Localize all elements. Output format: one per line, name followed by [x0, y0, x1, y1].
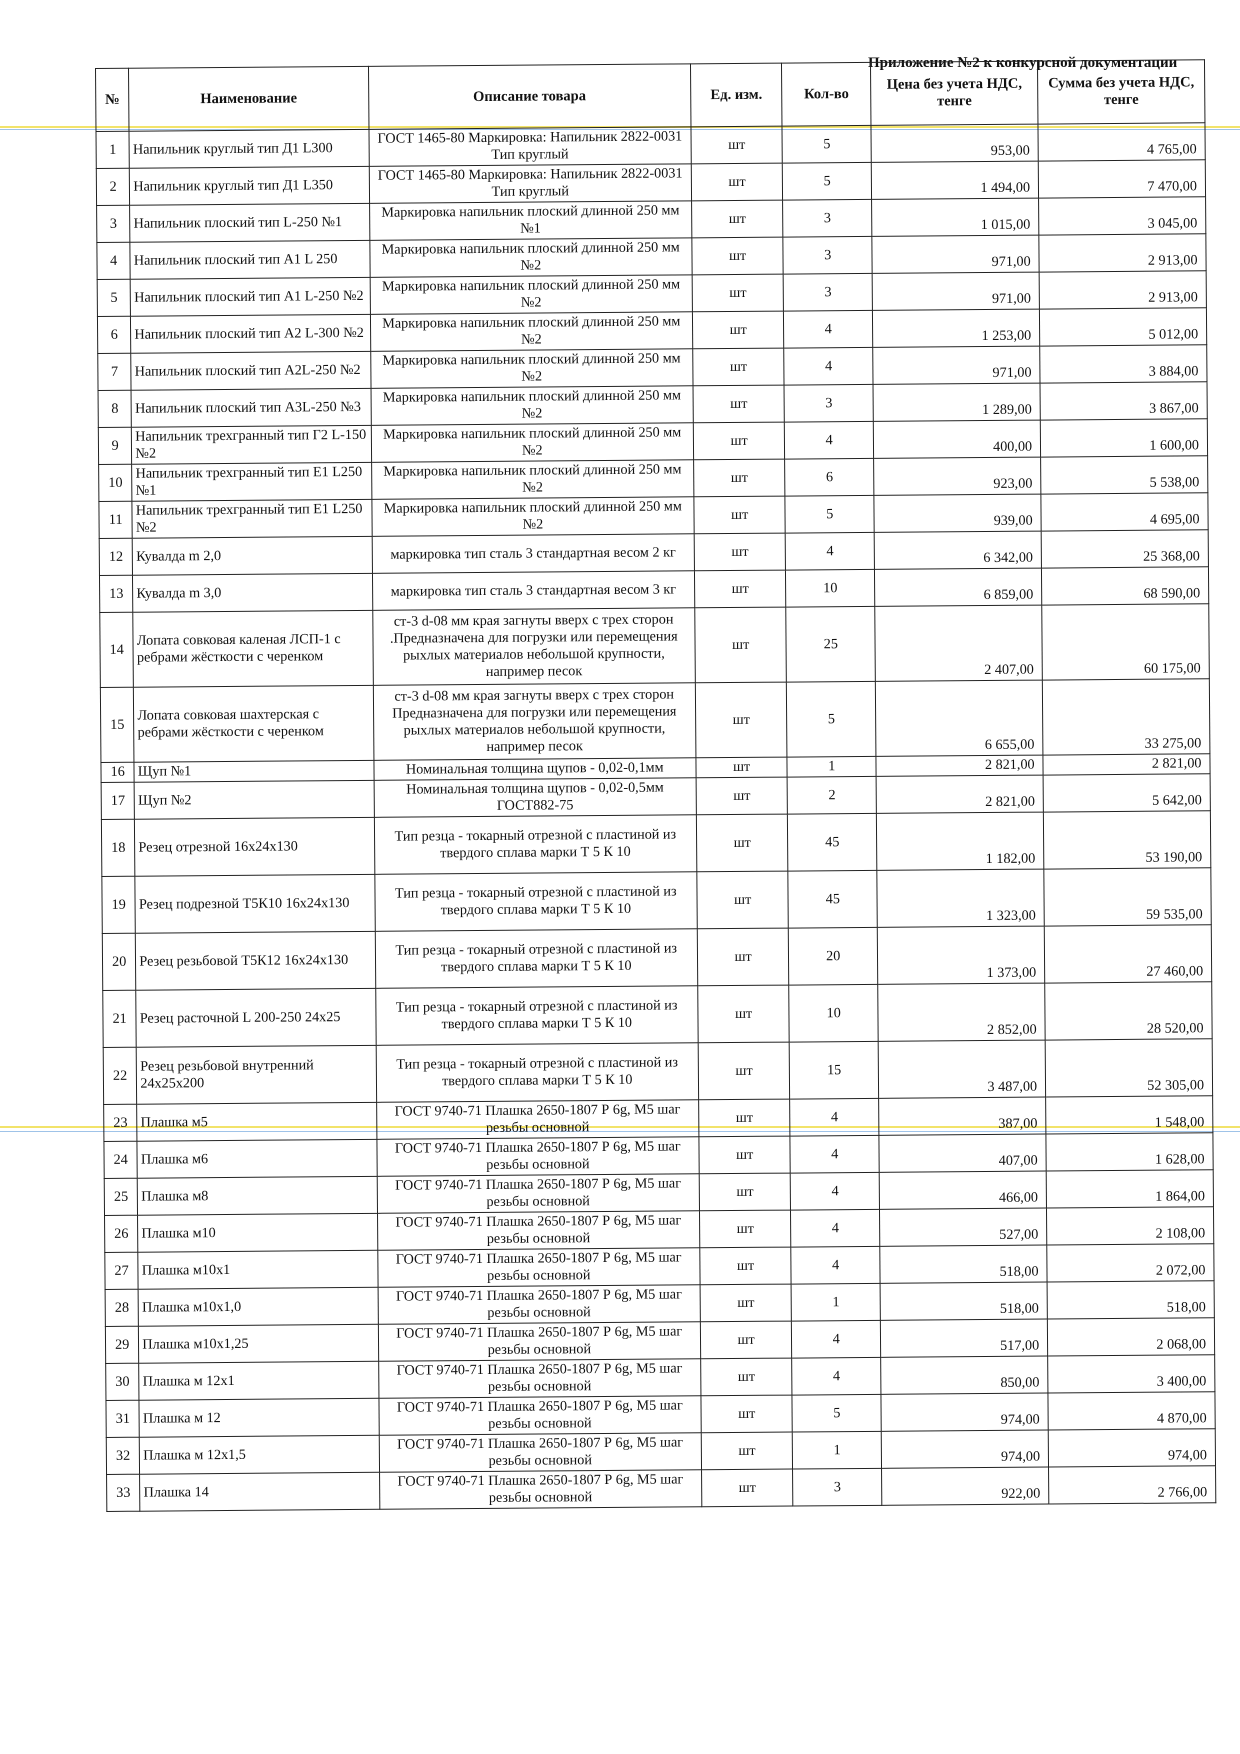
cell-desc: ГОСТ 9740-71 Плашка 2650-1807 Р 6g, М5 шаг резьбы основной [378, 1359, 701, 1399]
cell-unit: шт [694, 496, 785, 534]
cell-qty: 5 [792, 1394, 881, 1432]
cell-desc: ГОСТ 9740-71 Плашка 2650-1807 Р 6g, М5 шаг резьбы основной [377, 1248, 700, 1288]
cell-sum: 4 870,00 [1048, 1392, 1215, 1430]
cell-sum: 3 867,00 [1040, 382, 1207, 420]
cell-name: Резец отрезной 16х24х130 [135, 817, 375, 876]
cell-desc: Маркировка напильник плоский длинной 250 мм №2 [371, 460, 694, 500]
cell-unit: шт [694, 533, 785, 571]
cell-qty: 5 [783, 162, 872, 200]
cell-num: 2 [96, 168, 130, 205]
cell-name: Плашка м5 [137, 1102, 376, 1141]
cell-sum: 3 400,00 [1048, 1355, 1215, 1393]
cell-price: 1 289,00 [873, 383, 1040, 421]
cell-unit: шт [696, 814, 788, 872]
cell-num: 5 [97, 279, 131, 316]
cell-price: 974,00 [881, 1393, 1048, 1431]
cell-num: 23 [104, 1104, 138, 1141]
cell-desc: ГОСТ 1465-80 Маркировка: Напильник 2822-0031 Тип круглый [368, 127, 691, 167]
cell-sum: 2 108,00 [1047, 1207, 1214, 1245]
cell-sum: 33 275,00 [1042, 679, 1209, 755]
cell-num: 17 [101, 782, 135, 819]
cell-qty: 1 [787, 756, 876, 777]
cell-desc: Тип резца - токарный отрезной с пластиной из твердого сплава марки Т 5 К 10 [374, 872, 697, 932]
cell-num: 4 [97, 242, 131, 279]
cell-desc: Маркировка напильник плоский длинной 250 мм №2 [370, 349, 693, 389]
table-row [102, 868, 1211, 934]
cell-name: Щуп №1 [134, 760, 373, 782]
cell-desc: ГОСТ 9740-71 Плашка 2650-1807 Р 6g, М5 шаг резьбы основной [376, 1100, 699, 1140]
cell-desc: Тип резца - токарный отрезной с пластиной из твердого сплава марки Т 5 К 10 [376, 1043, 699, 1103]
cell-sum: 518,00 [1047, 1281, 1214, 1319]
cell-sum: 3 045,00 [1039, 197, 1206, 235]
cell-desc: ГОСТ 9740-71 Плашка 2650-1807 Р 6g, М5 шаг резьбы основной [379, 1433, 702, 1473]
cell-price: 466,00 [879, 1171, 1046, 1209]
header-quantity: Кол-во [782, 62, 871, 126]
cell-name: Резец подрезной Т5К10 16х24х130 [135, 874, 375, 933]
cell-name: Напильник плоский тип А1 L 250 [130, 240, 369, 279]
cell-unit: шт [692, 274, 783, 312]
cell-desc: Маркировка напильник плоский длинной 250 мм №2 [371, 386, 694, 426]
cell-name: Плашка м10 [138, 1213, 377, 1252]
cell-qty: 10 [789, 984, 878, 1042]
cell-num: 6 [97, 316, 131, 353]
cell-qty: 3 [783, 273, 872, 311]
cell-num: 14 [100, 612, 134, 687]
cell-price: 922,00 [882, 1467, 1049, 1505]
cell-name: Резец резьбовой Т5К12 16х24х130 [136, 931, 376, 990]
cell-name: Напильник плоский тип А1 L-250 №2 [131, 277, 370, 316]
cell-num: 10 [99, 464, 133, 501]
cell-qty: 45 [788, 813, 877, 871]
table-row [102, 925, 1211, 991]
cell-price: 850,00 [881, 1356, 1048, 1394]
header-num: № [96, 68, 130, 131]
cell-unit: шт [699, 1099, 790, 1137]
cell-num: 13 [99, 575, 133, 612]
cell-unit: шт [693, 422, 784, 460]
cell-price: 974,00 [881, 1430, 1048, 1468]
cell-sum: 68 590,00 [1042, 567, 1209, 605]
cell-unit: шт [701, 1395, 792, 1433]
cell-price: 3 487,00 [878, 1040, 1045, 1098]
cell-unit: шт [691, 126, 782, 164]
page-caption: Приложение №2 к конкурсной документации [868, 55, 1178, 71]
cell-price: 527,00 [880, 1208, 1047, 1246]
cell-sum: 59 535,00 [1044, 868, 1211, 926]
price-table [95, 59, 1216, 1512]
cell-unit: шт [700, 1321, 791, 1359]
cell-desc: ГОСТ 9740-71 Плашка 2650-1807 Р 6g, М5 шаг резьбы основной [378, 1396, 701, 1436]
cell-price: 2 407,00 [875, 605, 1042, 681]
cell-sum: 53 190,00 [1043, 811, 1210, 869]
cell-price: 1 323,00 [877, 869, 1044, 927]
cell-sum: 60 175,00 [1042, 604, 1209, 680]
table-row [101, 811, 1210, 877]
table-row [100, 604, 1210, 688]
cell-sum: 2 913,00 [1039, 271, 1206, 309]
cell-price: 517,00 [881, 1319, 1048, 1357]
cell-unit: шт [695, 607, 787, 683]
cell-price: 518,00 [880, 1282, 1047, 1320]
cell-unit: шт [702, 1469, 793, 1507]
cell-num: 20 [102, 933, 136, 990]
cell-price: 971,00 [872, 235, 1039, 273]
cell-qty: 4 [792, 1357, 881, 1395]
cell-unit: шт [694, 459, 785, 497]
cell-price: 971,00 [873, 346, 1040, 384]
cell-num: 24 [104, 1141, 138, 1178]
cell-unit: шт [700, 1247, 791, 1285]
cell-num: 31 [106, 1400, 140, 1437]
header-price: Цена без учета НДС, тенге [871, 61, 1038, 125]
cell-unit: шт [697, 928, 789, 986]
cell-sum: 2 821,00 [1043, 754, 1210, 775]
cell-name: Кувалда m 3,0 [133, 573, 372, 612]
cell-qty: 4 [791, 1246, 880, 1284]
cell-unit: шт [700, 1284, 791, 1322]
cell-qty: 25 [786, 606, 876, 682]
cell-num: 32 [106, 1437, 140, 1474]
cell-price: 1 182,00 [877, 812, 1044, 870]
cell-qty: 5 [787, 681, 877, 757]
cell-qty: 3 [783, 236, 872, 274]
cell-sum: 28 520,00 [1045, 982, 1212, 1040]
cell-name: Плашка м 12х1,5 [140, 1435, 379, 1474]
cell-unit: шт [695, 682, 787, 758]
cell-desc: ст-3 d-08 мм края загнуты вверх с трех сторон .Предназначена для погрузки или перемещения рыхлых материалов небольшой крупности, например песок [372, 608, 695, 686]
cell-qty: 10 [786, 569, 875, 607]
table-row [100, 679, 1210, 763]
cell-desc: Тип резца - токарный отрезной с пластиной из твердого сплава марки Т 5 К 10 [375, 986, 698, 1046]
cell-name: Напильник трехгранный тип Е1 L250 №2 [132, 499, 371, 538]
cell-num: 25 [104, 1178, 138, 1215]
cell-sum: 5 012,00 [1040, 308, 1207, 346]
cell-name: Плашка м10х1,0 [138, 1287, 377, 1326]
cell-qty: 4 [785, 532, 874, 570]
cell-sum: 4 695,00 [1041, 493, 1208, 531]
cell-desc: Маркировка напильник плоский длинной 250 мм №2 [371, 423, 694, 463]
cell-qty: 6 [785, 458, 874, 496]
cell-num: 9 [98, 427, 132, 464]
cell-name: Напильник плоский тип А2 L-300 №2 [131, 314, 370, 353]
cell-desc: Маркировка напильник плоский длинной 250 мм №1 [369, 201, 692, 241]
cell-qty: 5 [782, 125, 871, 163]
cell-name: Напильник плоский тип А2L-250 №2 [131, 351, 370, 390]
cell-sum: 1 864,00 [1046, 1170, 1213, 1208]
cell-price: 6 655,00 [876, 680, 1043, 756]
cell-name: Щуп №2 [134, 780, 373, 819]
header-unit: Ед. изм. [691, 63, 783, 127]
cell-qty: 5 [785, 495, 874, 533]
cell-name: Плашка 14 [140, 1472, 379, 1511]
cell-unit: шт [696, 777, 787, 815]
cell-desc: маркировка тип сталь 3 стандартная весом 2 кг [372, 534, 695, 574]
cell-price: 939,00 [874, 494, 1041, 532]
cell-num: 29 [105, 1326, 139, 1363]
cell-desc: ГОСТ 9740-71 Плашка 2650-1807 Р 6g, М5 шаг резьбы основной [378, 1285, 701, 1325]
cell-desc: Маркировка напильник плоский длинной 250 мм №2 [371, 497, 694, 537]
cell-sum: 5 642,00 [1043, 774, 1210, 812]
cell-num: 11 [99, 501, 133, 538]
cell-num: 1 [96, 131, 130, 168]
cell-name: Резец расточной L 200-250 24х25 [136, 988, 376, 1047]
cell-desc: ГОСТ 9740-71 Плашка 2650-1807 Р 6g, М5 шаг резьбы основной [379, 1470, 702, 1510]
cell-price: 953,00 [871, 124, 1038, 162]
cell-price: 2 852,00 [878, 983, 1045, 1041]
cell-num: 15 [100, 687, 134, 762]
cell-price: 2 821,00 [876, 755, 1043, 776]
cell-qty: 15 [789, 1041, 878, 1099]
cell-qty: 4 [792, 1320, 881, 1358]
cell-qty: 4 [790, 1135, 879, 1173]
cell-price: 1 015,00 [872, 198, 1039, 236]
header-sum: Сумма без учета НДС, тенге [1038, 60, 1205, 124]
cell-unit: шт [692, 200, 783, 238]
cell-name: Плашка м8 [138, 1176, 377, 1215]
cell-sum: 7 470,00 [1038, 160, 1205, 198]
cell-name: Плашка м10х1,25 [139, 1324, 378, 1363]
cell-qty: 4 [790, 1098, 879, 1136]
cell-sum: 3 884,00 [1040, 345, 1207, 383]
cell-num: 7 [98, 353, 132, 390]
cell-price: 518,00 [880, 1245, 1047, 1283]
cell-unit: шт [697, 871, 789, 929]
cell-qty: 3 [784, 384, 873, 422]
cell-sum: 1 600,00 [1040, 419, 1207, 457]
cell-name: Лопата совковая каленая ЛСП-1 с ребрами жёсткости с черенком [133, 610, 373, 687]
cell-qty: 4 [785, 421, 874, 459]
cell-unit: шт [693, 348, 784, 386]
cell-price: 971,00 [872, 272, 1039, 310]
cell-desc: Тип резца - токарный отрезной с пластиной из твердого сплава марки Т 5 К 10 [375, 929, 698, 989]
table-row [103, 1039, 1212, 1105]
cell-desc: Тип резца - токарный отрезной с пластиной из твердого сплава марки Т 5 К 10 [374, 815, 697, 875]
cell-num: 22 [103, 1047, 137, 1104]
table-row [103, 982, 1212, 1048]
cell-qty: 3 [783, 199, 872, 237]
cell-name: Плашка м10х1 [138, 1250, 377, 1289]
cell-desc: Номинальная толщина щупов - 0,02-0,5мм ГОСТ882-75 [374, 778, 697, 818]
cell-qty: 1 [793, 1431, 882, 1469]
cell-num: 33 [107, 1474, 141, 1511]
cell-sum: 52 305,00 [1045, 1039, 1212, 1097]
cell-desc: Номинальная толщина щупов - 0,02-0,1мм [373, 758, 696, 781]
cell-price: 407,00 [879, 1134, 1046, 1172]
cell-price: 1 373,00 [878, 926, 1045, 984]
cell-unit: шт [701, 1358, 792, 1396]
cell-unit: шт [699, 1173, 790, 1211]
cell-sum: 1 628,00 [1046, 1133, 1213, 1171]
header-description: Описание товара [368, 64, 691, 130]
cell-num: 26 [105, 1215, 139, 1252]
cell-desc: Маркировка напильник плоский длинной 250 мм №2 [370, 312, 693, 352]
cell-desc: ГОСТ 9740-71 Плашка 2650-1807 Р 6g, М5 шаг резьбы основной [376, 1137, 699, 1177]
cell-desc: ГОСТ 9740-71 Плашка 2650-1807 Р 6g, М5 шаг резьбы основной [377, 1174, 700, 1214]
cell-unit: шт [696, 757, 787, 778]
cell-price: 6 342,00 [874, 531, 1041, 569]
cell-num: 21 [103, 990, 137, 1047]
cell-sum: 4 765,00 [1038, 123, 1205, 161]
cell-price: 1 494,00 [872, 161, 1039, 199]
table-header-row [96, 60, 1205, 132]
cell-qty: 1 [791, 1283, 880, 1321]
cell-num: 18 [101, 819, 135, 876]
cell-unit: шт [698, 1042, 790, 1100]
cell-num: 28 [105, 1289, 139, 1326]
cell-desc: маркировка тип сталь 3 стандартная весом 3 кг [372, 571, 695, 611]
cell-price: 400,00 [874, 420, 1041, 458]
cell-price: 923,00 [874, 457, 1041, 495]
cell-num: 19 [102, 876, 136, 933]
cell-qty: 20 [789, 927, 878, 985]
cell-unit: шт [695, 570, 786, 608]
cell-price: 1 253,00 [873, 309, 1040, 347]
cell-qty: 45 [788, 870, 877, 928]
cell-name: Напильник круглый тип Д1 L350 [130, 166, 369, 205]
cell-sum: 25 368,00 [1041, 530, 1208, 568]
cell-desc: ГОСТ 9740-71 Плашка 2650-1807 Р 6g, М5 шаг резьбы основной [378, 1322, 701, 1362]
cell-qty: 4 [790, 1172, 879, 1210]
cell-price: 387,00 [879, 1097, 1046, 1135]
cell-num: 8 [98, 390, 132, 427]
cell-qty: 4 [784, 347, 873, 385]
cell-name: Лопата совковая шахтерская с ребрами жёсткости с черенком [134, 685, 374, 762]
cell-name: Напильник плоский тип А3L-250 №3 [131, 388, 370, 427]
cell-unit: шт [700, 1210, 791, 1248]
cell-qty: 4 [784, 310, 873, 348]
cell-qty: 4 [791, 1209, 880, 1247]
cell-price: 2 821,00 [876, 775, 1043, 813]
cell-name: Напильник плоский тип L-250 №1 [130, 203, 369, 242]
cell-unit: шт [701, 1432, 792, 1470]
cell-qty: 2 [787, 776, 876, 814]
cell-num: 27 [105, 1252, 139, 1289]
cell-num: 30 [106, 1363, 140, 1400]
table-body [96, 123, 1216, 1512]
cell-num: 16 [101, 762, 135, 782]
cell-name: Кувалда m 2,0 [133, 536, 372, 575]
cell-unit: шт [692, 311, 783, 349]
cell-desc: Маркировка напильник плоский длинной 250 мм №2 [370, 275, 693, 315]
cell-name: Напильник трехгранный тип Е1 L250 №1 [132, 462, 371, 501]
cell-sum: 1 548,00 [1046, 1096, 1213, 1134]
table-row [107, 1466, 1216, 1512]
cell-sum: 5 538,00 [1041, 456, 1208, 494]
cell-name: Напильник трехгранный тип Г2 L-150 №2 [132, 425, 371, 464]
cell-unit: шт [693, 385, 784, 423]
cell-sum: 2 068,00 [1047, 1318, 1214, 1356]
cell-desc: ГОСТ 1465-80 Маркировка: Напильник 2822-0031 Тип круглый [369, 164, 692, 204]
cell-name: Резец резьбовой внутренний 24х25х200 [137, 1045, 377, 1104]
cell-unit: шт [692, 237, 783, 275]
cell-unit: шт [698, 985, 790, 1043]
cell-sum: 27 460,00 [1044, 925, 1211, 983]
cell-price: 6 859,00 [875, 568, 1042, 606]
cell-unit: шт [699, 1136, 790, 1174]
cell-name: Плашка м 12 [139, 1398, 378, 1437]
cell-name: Плашка м 12х1 [139, 1361, 378, 1400]
cell-num: 3 [97, 205, 131, 242]
header-name: Наименование [129, 66, 369, 131]
cell-name: Плашка м6 [137, 1139, 376, 1178]
document-sheet [95, 59, 1216, 1512]
cell-desc: ст-3 d-08 мм края загнуты вверх с трех сторон Предназначена для погрузки или перемещения рыхлых материалов небольшой крупности, например песок [373, 683, 696, 761]
cell-num: 12 [99, 538, 133, 575]
cell-desc: Маркировка напильник плоский длинной 250 мм №2 [369, 238, 692, 278]
cell-sum: 2 913,00 [1039, 234, 1206, 272]
cell-name: Напильник круглый тип Д1 L300 [129, 129, 368, 168]
cell-sum: 2 766,00 [1049, 1466, 1216, 1504]
cell-qty: 3 [793, 1468, 882, 1506]
cell-sum: 974,00 [1048, 1429, 1215, 1467]
cell-sum: 2 072,00 [1047, 1244, 1214, 1282]
cell-unit: шт [691, 163, 782, 201]
cell-desc: ГОСТ 9740-71 Плашка 2650-1807 Р 6g, М5 шаг резьбы основной [377, 1211, 700, 1251]
